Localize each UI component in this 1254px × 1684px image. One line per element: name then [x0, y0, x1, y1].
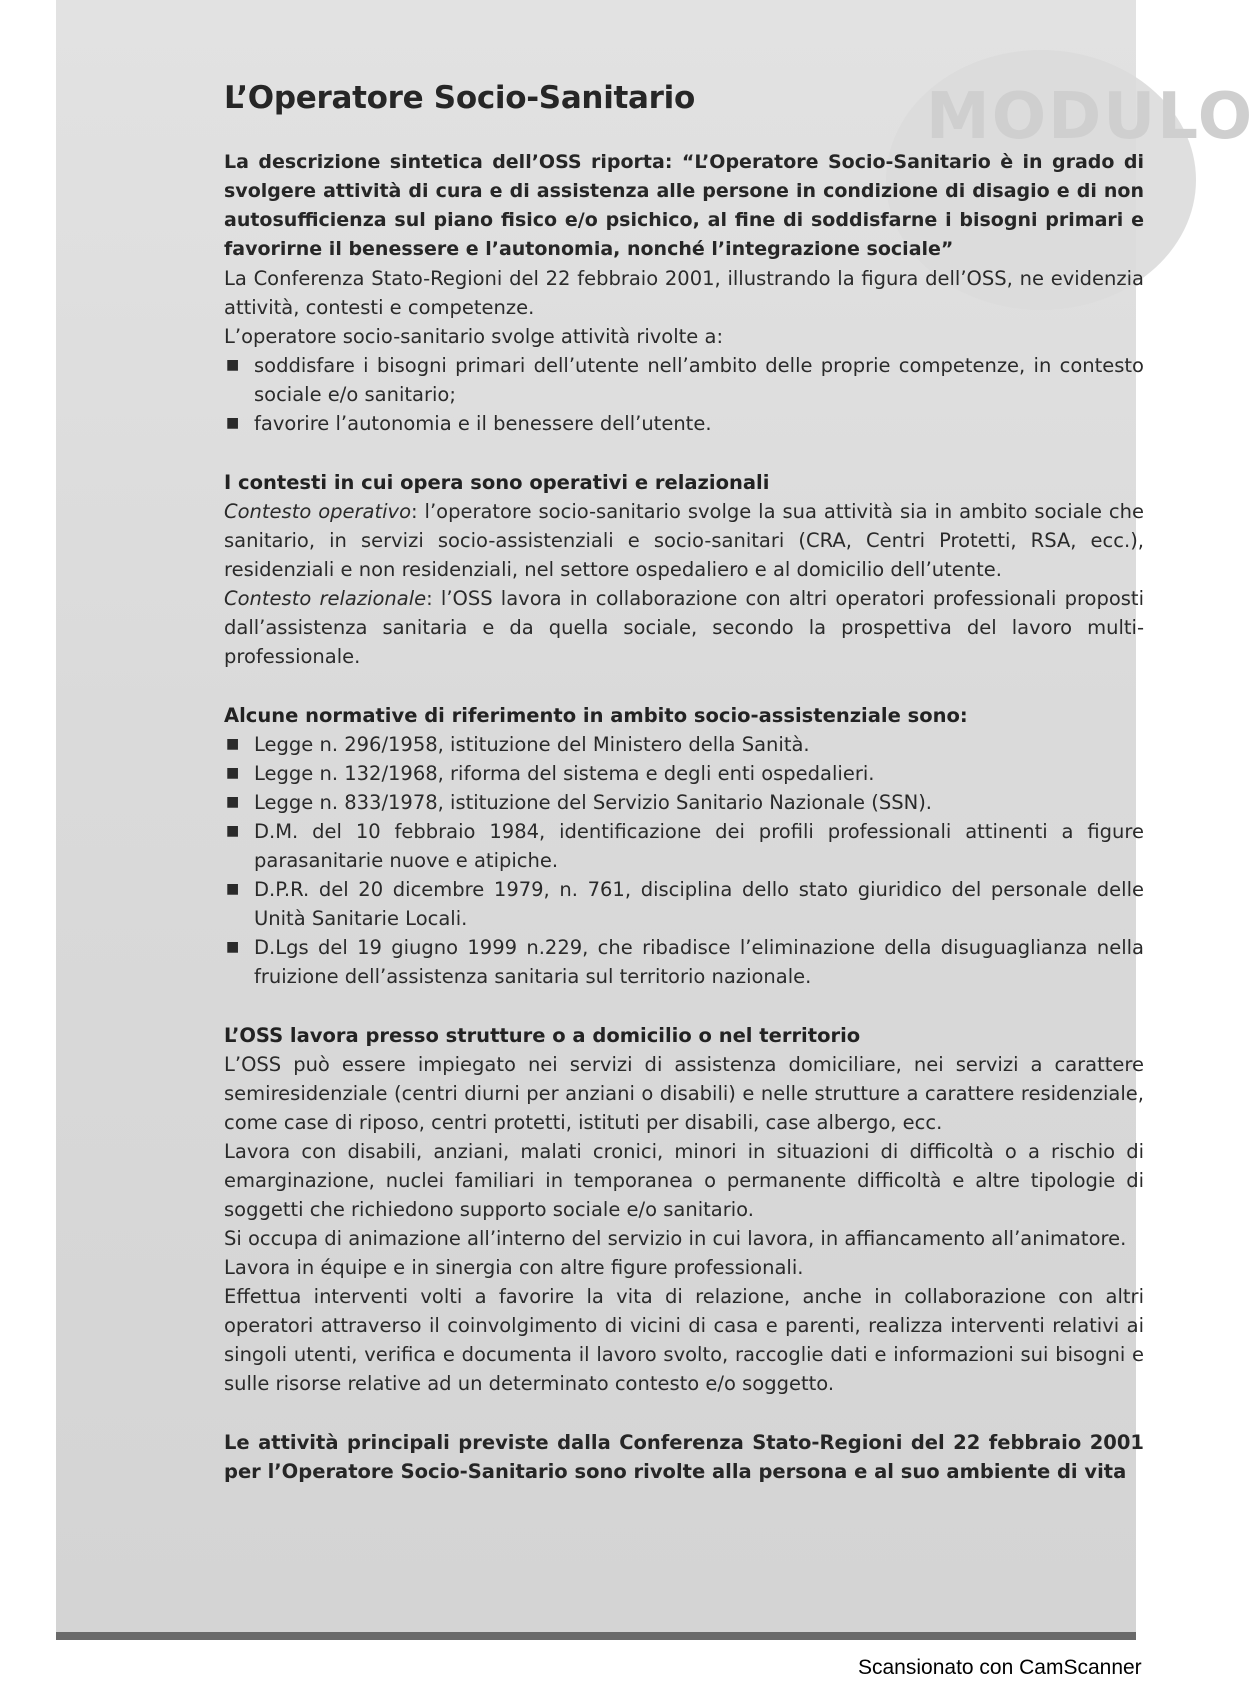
bullet-icon: ■	[226, 794, 240, 810]
animation-paragraph: Si occupa di animazione all’interno del servizio in cui lavora, in affiancamento all’animatore.	[224, 1227, 1127, 1250]
interventions-paragraph: Effettua interventi volti a favorire la vita di relazione, anche in collaborazione con altri operatori attraverso il coinvolgimento di vicini di casa e parenti, realizza interventi relativi ai singoli utenti, verifica e documenta il lavoro svolto, raccoglie dati e informazioni sui bisogni e sulle risorse relative ad un determinato contesto e/o soggetto.	[224, 1285, 1144, 1395]
list-item: ■ favorire l’autonomia e il benessere dell’utente.	[254, 409, 1144, 438]
page-content	[224, 70, 1144, 1486]
workplaces-paragraph: L’OSS può essere impiegato nei servizi di assistenza domiciliare, nei servizi a carattere semiresidenziale (centri diurni per anziani o disabili) e nelle strutture a carattere residenziale, come case di riposo, centri protetti, istituti per disabili, case albergo, ecc.	[224, 1053, 1144, 1134]
bullet-icon: ■	[226, 736, 240, 752]
bullet-icon: ■	[226, 881, 240, 897]
workplaces-heading: L’OSS lavora presso strutture o a domicilio o nel territorio	[224, 1024, 861, 1047]
page-title: L’Operatore Socio-Sanitario	[224, 80, 695, 116]
scanner-footer: Scansionato con CamScanner	[858, 1656, 1142, 1679]
list-item: ■ soddisfare i bisogni primari dell’utente nell’ambito delle proprie competenze, in contesto sociale e/o sanitario;	[254, 351, 1144, 409]
scanned-page	[56, 0, 1254, 1640]
activities-intro: L’operatore socio-sanitario svolge attività rivolte a:	[224, 325, 724, 348]
closing-statement: Le attività principali previste dalla Conferenza Stato-Regioni del 22 febbraio 2001 per l’Operatore Socio-Sanitario sono rivolte alla persona e al suo ambiente di vita	[224, 1431, 1144, 1483]
bullet-icon: ■	[226, 357, 240, 373]
bullet-icon: ■	[226, 765, 240, 781]
list-item: ■ D.M. del 10 febbraio 1984, identificazione dei profili professionali attinenti a figure parasanitarie nuove e atipiche.	[254, 817, 1144, 875]
list-item: ■ Legge n. 296/1958, istituzione del Ministero della Sanità.	[254, 730, 1144, 759]
bullet-icon: ■	[226, 415, 240, 431]
operative-context: Contesto operativo: l’operatore socio-sanitario svolge la sua attività sia in ambito sociale che sanitario, in servizi socio-assistenziali e socio-sanitari (CRA, Centri Protetti, RSA, ecc.), residenziali e non residenziali, nel settore ospedaliero e al domicilio dell’utente.	[224, 500, 1145, 581]
activities-list	[224, 351, 1144, 438]
teamwork-paragraph: Lavora in équipe e in sinergia con altre figure professionali.	[224, 1256, 804, 1279]
bullet-icon: ■	[226, 823, 240, 839]
bullet-icon: ■	[226, 939, 240, 955]
scan-bottom-edge	[56, 1632, 1136, 1640]
list-item: ■ Legge n. 132/1968, riforma del sistema e degli enti ospedalieri.	[254, 759, 1144, 788]
list-item: ■ Legge n. 833/1978, istituzione del Servizio Sanitario Nazionale (SSN).	[254, 788, 1144, 817]
users-paragraph: Lavora con disabili, anziani, malati cronici, minori in situazioni di difficoltà o a rischio di emarginazione, nuclei familiari in temporanea o permanente difficoltà e altre tipologie di soggetti che richiedono supporto sociale e/o sanitario.	[224, 1140, 1144, 1221]
list-item: ■ D.Lgs del 19 giugno 1999 n.229, che ribadisce l’eliminazione della disuguaglianza nella fruizione dell’assistenza sanitaria sul territorio nazionale.	[254, 933, 1144, 991]
intro-definition: La descrizione sintetica dell’OSS riporta: “L’Operatore Socio-Sanitario è in grado di svolgere attività di cura e di assistenza alle persone in condizione di disagio e di non autosufficienza sul piano fisico e/o psichico, al fine di soddisfarne i bisogni primari e favorirne il benessere e l’autonomia, nonché l’integrazione sociale”	[224, 151, 1144, 260]
list-item: ■ D.P.R. del 20 dicembre 1979, n. 761, disciplina dello stato giuridico del personale delle Unità Sanitarie Locali.	[254, 875, 1144, 933]
regulations-heading: Alcune normative di riferimento in ambito socio-assistenziale sono:	[224, 704, 968, 727]
regulations-list	[224, 730, 1144, 991]
contexts-heading: I contesti in cui opera sono operativi e relazionali	[224, 471, 770, 494]
module-watermark: MODULO	[926, 80, 1254, 154]
relational-context: Contesto relazionale: l’OSS lavora in collaborazione con altri operatori professionali proposti dall’assistenza sanitaria e da quella sociale, secondo la prospettiva del lavoro multi-professionale.	[224, 587, 1144, 668]
conference-paragraph: La Conferenza Stato-Regioni del 22 febbraio 2001, illustrando la figura dell’OSS, ne evidenzia attività, contesti e competenze.	[224, 267, 1144, 319]
